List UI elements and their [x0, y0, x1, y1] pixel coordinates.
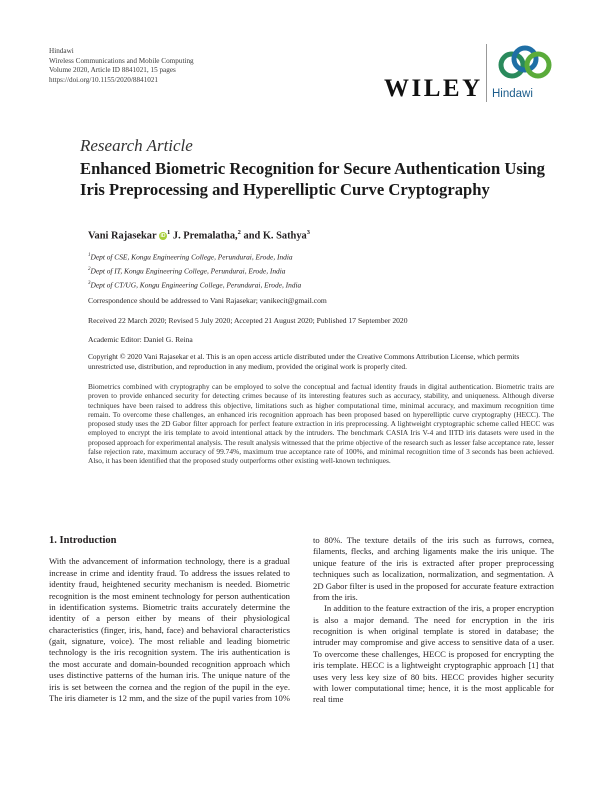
abstract: Biometrics combined with cryptography can be employed to solve the conceptual and factual identity frauds in digital authentication. Biometric traits are proven to provide enhanced security for detecting crimes because of its interesting features such as accuracy, stability, and uniqueness. Although diverse techniques have been raised to address this objective, limitations such as higher computational time, minimal accuracy, and maximum recognition time remain. To overcome these challenges, an enhanced iris recognition approach has been proposed based on hyperelliptic curve cryptography (HECC). The proposed study uses the 2D Gabor filter approach for perfect feature extraction in iris preprocessing. A lightweight cryptographic scheme called HECC was employed to encrypt the iris template to avoid intentional attack by the intruders. The benchmark CASIA Iris V-4 and IITD iris datasets were used in the proposed approach for experimental analysis. The result analysis witnessed that the prime objective of the research such as lesser false acceptance rate, lesser false rejection rate, maximum accuracy of 99.74%, maximum true acceptance rate of 100%, and minimal recognition time of 3 seconds has been achieved. Also, it has been identified that the proposed study outperforms other existing well-known techniques. — [88, 382, 554, 466]
academic-editor: Academic Editor: Daniel G. Reina — [88, 335, 193, 344]
hindawi-wordmark: Hindawi — [492, 88, 533, 100]
volume-info: Volume 2020, Article ID 8841021, 15 pages — [49, 66, 176, 75]
logo-divider — [486, 44, 487, 102]
author-list — [88, 229, 310, 241]
author-sup: 3 — [306, 229, 310, 236]
affiliation-item: $^2$Dept of IT, Kongu Engineering College, Perundurai, Erode, India — [88, 266, 286, 276]
publication-dates: Received 22 March 2020; Revised 5 July 2020; Accepted 21 August 2020; Published 17 September 2020 — [88, 316, 408, 325]
affiliation-item: $^3$Dept of CT/UG, Kongu Engineering College, Perundurai, Erode, India — [88, 280, 302, 290]
orcid-icon[interactable]: iD — [160, 233, 166, 240]
author-sup: 1 — [167, 229, 171, 236]
journal-name: Wireless Communications and Mobile Computing — [49, 56, 194, 65]
journal-info — [49, 47, 194, 85]
section-heading: 1. Introduction — [49, 535, 117, 546]
body-text — [49, 535, 554, 795]
correspondence: Correspondence should be addressed to Vani Rajasekar; vanikecit@gmail.com — [88, 296, 327, 305]
hindawi-rings-icon — [496, 44, 554, 84]
affiliations — [88, 250, 301, 292]
paper-title: Enhanced Biometric Recognition for Secure Authentication Using Iris Preprocessing and Hyperelliptic Curve Cryptography — [80, 159, 545, 199]
paragraph: In addition to the feature extraction of the iris, a proper encryption is also a major demand. The need for encryption in the iris recognition is when original template is stored in database; the intruder may compromise and give access to sensitive data of a user. To overcome these challenges, HECC is proposed for encrypting the iris template. HECC is a lightweight cryptographic approach [1] that uses very less key size of 80 bits. HECC provides higher security with lower computational time; hence, it is the most applicable for real time — [313, 603, 554, 705]
copyright-notice: Copyright © 2020 Vani Rajasekar et al. This is an open access article distributed under the Creative Commons Attribution License, which permits unrestricted use, distribution, and reproduction in any medium, provided the original work is properly cited. — [88, 352, 520, 371]
wiley-logo: WILEY — [384, 75, 483, 102]
author-name: Vani Rajasekar — [88, 230, 157, 242]
doi-link[interactable]: https://doi.org/10.1155/2020/8841021 — [49, 75, 159, 84]
paragraph: With the advancement of information technology, there is a gradual increase in crime and identity fraud. To address the issues related to identity fraud, heightened security mechanism is needed. Biometric recognition is the most eminent technology for person authentication in identification systems. Biometric traits accurately determine the identity of a person either by means of their physiological characteristics (finger, iris, hand, face) and behavioral characteristics (gait, signature, voice). The most reliable and leading biometric technology is the iris recognition system. The iris authentication is the most accurate and domain-bounded recognition approach which uses distinctive patterns of the human iris. The unique nature of the iris is set between the cornea and the region of the pupil in the eye. The iris diameter is 12 mm, and the size of the pupil varies from 10% to 80%. The texture details of the iris such as furrows, cornea, filaments, flecks, and arching ligaments make the iris unique. The unique feature of the iris is extracted after proper preprocessing techniques such as localization, normalization, and segmentation. A 2D Gabor filter is used in the proposed for accurate feature extraction from the iris. — [49, 535, 554, 703]
article-type: Research Article — [80, 136, 193, 155]
author-name: J. Premalatha, — [172, 230, 238, 242]
author-name: and K. Sathya — [243, 230, 307, 242]
author-sup: 2 — [237, 229, 241, 236]
publisher-name: Hindawi — [49, 47, 74, 55]
affiliation-item: $^1$Dept of CSE, Kongu Engineering College, Perundurai, Erode, India — [88, 252, 293, 262]
